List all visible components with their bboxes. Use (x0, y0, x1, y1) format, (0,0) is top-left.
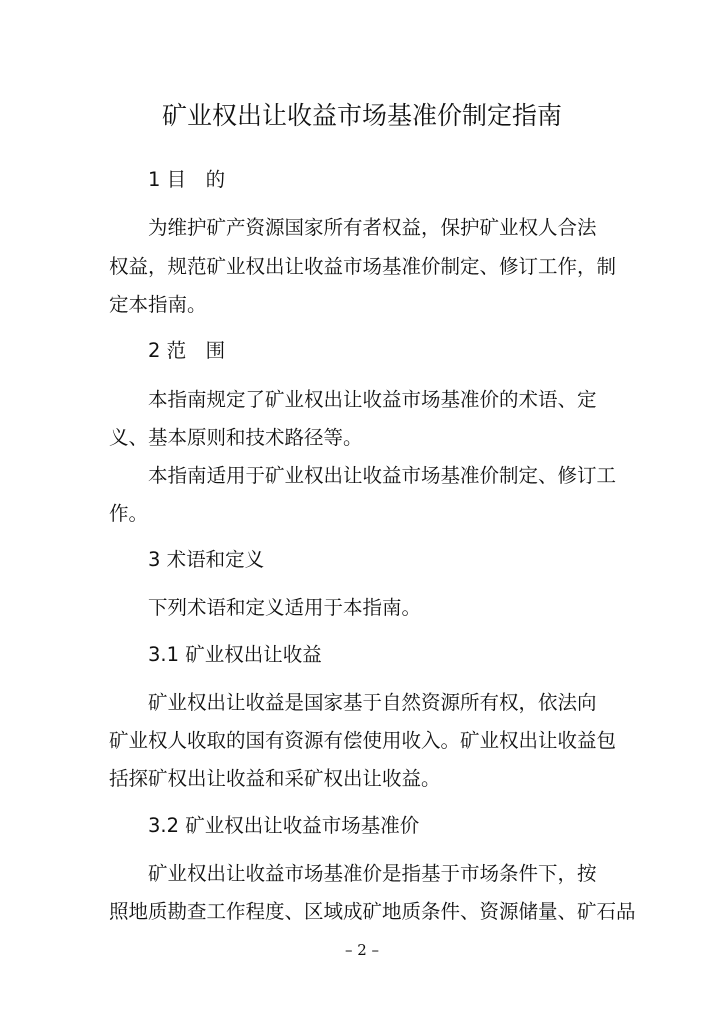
paragraph-line: 矿业权出让收益市场基准价是指基于市场条件下，按 (148, 862, 597, 885)
paragraph-line: 括探矿权出让收益和采矿权出让收益。 (109, 767, 441, 790)
section-heading-3-1: 3.1 矿业权出让收益 (148, 643, 322, 666)
paragraph-line: 作。 (109, 502, 149, 525)
paragraph-line: 权益，规范矿业权出让收益市场基准价制定、修订工作，制 (109, 255, 617, 278)
paragraph-line: 为维护矿产资源国家所有者权益，保护矿业权人合法 (148, 216, 597, 239)
document-title: 矿业权出让收益市场基准价制定指南 (161, 101, 562, 130)
paragraph-line: 照地质勘查工作程度、区域成矿地质条件、资源储量、矿石品 (109, 900, 636, 923)
page-number: – 2 – (344, 941, 380, 959)
section-heading-3-2: 3.2 矿业权出让收益市场基准价 (148, 814, 420, 837)
paragraph-line: 义、基本原则和技术路径等。 (109, 426, 363, 449)
paragraph-line: 本指南规定了矿业权出让收益市场基准价的术语、定 (148, 388, 597, 411)
paragraph-line: 矿业权出让收益是国家基于自然资源所有权，依法向 (148, 691, 597, 714)
paragraph-line: 定本指南。 (109, 293, 207, 316)
paragraph-line: 下列术语和定义适用于本指南。 (148, 596, 422, 619)
section-heading-1: 1 目 的 (148, 168, 226, 191)
section-heading-3: 3 术语和定义 (148, 548, 265, 571)
paragraph-line: 矿业权人收取的国有资源有偿使用收入。矿业权出让收益包 (109, 729, 617, 752)
section-heading-2: 2 范 围 (148, 339, 226, 362)
paragraph-line: 本指南适用于矿业权出让收益市场基准价制定、修订工 (148, 464, 617, 487)
